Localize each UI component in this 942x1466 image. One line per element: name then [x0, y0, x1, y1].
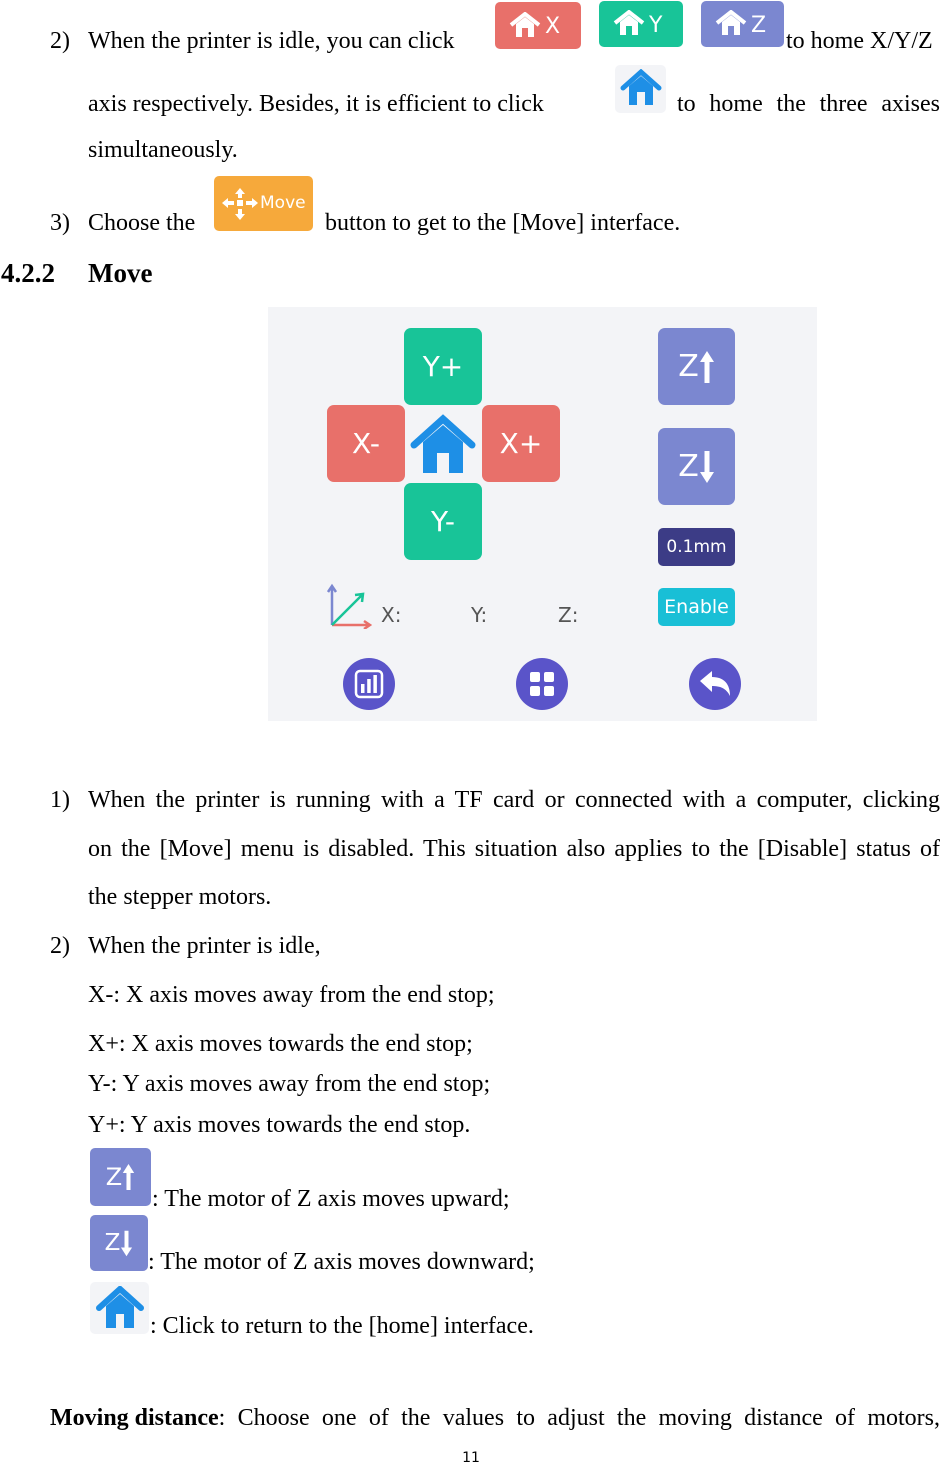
page-number: 11	[462, 1450, 480, 1466]
paragraph-text: Y-: Y axis moves away from the end stop;	[88, 1071, 491, 1097]
x-minus-button[interactable]: X-	[327, 405, 405, 482]
z-up-icon	[90, 1148, 151, 1206]
arrow-up-icon	[122, 1163, 135, 1191]
back-arrow-icon	[698, 669, 732, 699]
paragraph-text: When the printer is running with a TF card or connected with a computer, clicking	[88, 787, 940, 813]
house-icon	[96, 1286, 144, 1330]
z-label: Z	[105, 1163, 123, 1191]
paragraph-text: : Click to return to the [home] interface.	[150, 1313, 534, 1339]
paragraph-text: to home the three axises	[677, 91, 940, 117]
z-label: Z	[678, 449, 699, 484]
paragraph-text: on the [Move] menu is disabled. This situation also applies to the [Disable] status of	[88, 836, 940, 862]
z-up-button[interactable]	[658, 328, 735, 405]
home-all-button[interactable]	[615, 65, 666, 113]
home-y-button[interactable]	[599, 1, 683, 47]
house-icon	[410, 413, 476, 475]
house-icon	[620, 69, 662, 107]
axes-icon	[326, 583, 372, 629]
paragraph-text: axis respectively. Besides, it is efficient to click	[88, 91, 544, 117]
home-icon-tile	[90, 1282, 149, 1334]
arrow-down-icon	[120, 1230, 133, 1257]
paragraph-text: the stepper motors.	[88, 884, 272, 910]
x-label: X	[545, 14, 561, 39]
list-number: 3)	[50, 210, 70, 236]
move-screen	[268, 307, 817, 721]
paragraph-text: When the printer is idle, you can click	[88, 28, 455, 54]
home-z-button[interactable]	[701, 1, 784, 47]
status-button[interactable]	[343, 658, 395, 710]
z-label: Z	[751, 13, 767, 38]
paragraph-text: button to get to the [Move] interface.	[325, 210, 681, 236]
bar-chart-icon	[353, 668, 385, 700]
back-button[interactable]	[689, 658, 741, 710]
moving-distance-paragraph	[50, 1406, 940, 1430]
paragraph-text: X-: X axis moves away from the end stop;	[88, 982, 495, 1008]
step-distance-button[interactable]: 0.1mm	[658, 528, 735, 566]
house-icon	[613, 10, 645, 36]
paragraph-text: Choose the	[88, 210, 196, 236]
coord-x-label: X:	[381, 603, 402, 627]
house-icon	[509, 12, 541, 38]
enable-button[interactable]: Enable	[658, 588, 735, 626]
list-number: 2)	[50, 28, 70, 54]
move-button[interactable]	[214, 176, 313, 231]
z-down-button[interactable]	[658, 428, 735, 505]
menu-button[interactable]	[516, 658, 568, 710]
section-number: 4.2.2	[1, 258, 55, 288]
y-plus-button[interactable]: Y+	[404, 328, 482, 405]
y-minus-button[interactable]: Y-	[404, 483, 482, 560]
moving-distance-label: Moving distance	[50, 1405, 219, 1431]
coord-y-label: Y:	[471, 603, 488, 627]
home-x-button[interactable]	[495, 2, 581, 49]
move-label: Move	[260, 193, 306, 213]
z-label: Z	[104, 1230, 121, 1256]
list-number: 1)	[50, 787, 70, 813]
paragraph-text: X+: X axis moves towards the end stop;	[88, 1031, 473, 1057]
paragraph-text: : The motor of Z axis moves upward;	[152, 1186, 510, 1212]
paragraph-text: to home X/Y/Z	[786, 28, 933, 54]
paragraph-text: When the printer is idle,	[88, 933, 321, 959]
paragraph-text: simultaneously.	[88, 137, 238, 163]
section-title: Move	[88, 258, 153, 288]
arrow-down-icon	[699, 450, 715, 484]
paragraph-text: Y+: Y axis moves towards the end stop.	[88, 1112, 471, 1138]
paragraph-text: : Choose one of the values to adjust the moving distance of motors,	[218, 1405, 940, 1431]
coord-z-label: Z:	[558, 603, 579, 627]
x-plus-button[interactable]: X+	[482, 405, 560, 482]
z-down-icon	[90, 1215, 148, 1271]
grid-icon	[527, 669, 557, 699]
move-arrows-icon	[221, 187, 259, 221]
house-icon	[715, 10, 747, 36]
z-label: Z	[678, 349, 699, 384]
arrow-up-icon	[699, 350, 715, 384]
paragraph-text: : The motor of Z axis moves downward;	[148, 1249, 535, 1275]
home-all-button[interactable]	[410, 413, 476, 475]
list-number: 2)	[50, 933, 70, 959]
y-label: Y	[649, 13, 663, 38]
